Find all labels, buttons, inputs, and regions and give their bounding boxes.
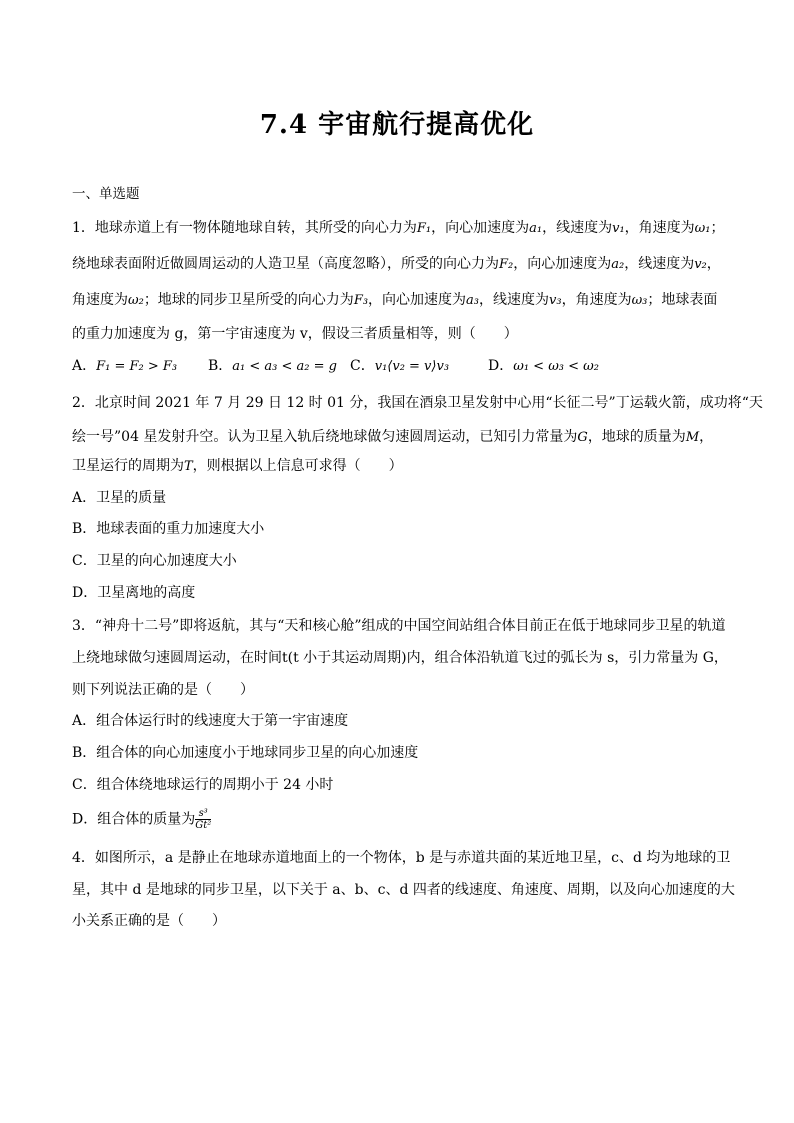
option-formula: ω₁ < ω₃ < ω₂ <box>513 359 599 374</box>
q1-text: ，向心加速度为 <box>513 256 612 272</box>
q2-math: T <box>184 459 193 474</box>
q1-math: F₁ <box>416 221 432 236</box>
q2-line-2 <box>72 427 732 448</box>
q2-text: 绘一号”04 星发射升空。认为卫星入轨后绕地球做匀速圆周运动，已知引力常量为 <box>72 429 578 445</box>
option-label: A． <box>72 358 97 374</box>
q2-option-a[interactable]: A．卫星的质量 <box>72 490 167 506</box>
q1-line-2 <box>72 254 732 275</box>
q1-option-c[interactable] <box>350 356 449 377</box>
q1-text: ，线速度为 <box>624 256 695 272</box>
q2-text: ， <box>699 429 714 445</box>
fraction <box>195 808 211 831</box>
q1-text: ，线速度为 <box>479 292 550 308</box>
q1-math: v₁ <box>612 221 625 236</box>
q1-math: v₃ <box>549 293 562 308</box>
q2-line-1: 2．北京时间 2021 年 7 月 29 日 12 时 01 分，我国在酒泉卫星发射中心用“长征二号”丁运载火箭，成功将“天 <box>72 395 763 411</box>
q2-line-3 <box>72 456 732 477</box>
option-label: C． <box>350 358 375 374</box>
q1-option-d[interactable] <box>488 356 599 377</box>
q2-text: 卫星运行的周期为 <box>72 458 184 474</box>
q1-text: ；地球表面 <box>647 292 718 308</box>
q4-line-3: 小关系正确的是（ ） <box>72 913 226 929</box>
q1-text: ，向心加速度为 <box>431 220 530 236</box>
q4-line-1: 4．如图所示，a 是静止在地球赤道地面上的一个物体，b 是与赤道共面的某近地卫星，c、d 均为地球的卫 <box>72 850 731 866</box>
q2-text: ，地球的质量为 <box>587 429 686 445</box>
page-title: 7.4 宇宙航行提高优化 <box>259 110 535 140</box>
q1-math: ω₂ <box>128 293 144 308</box>
q3-line-2: 上绕地球做匀速圆周运动，在时间t(t 小于其运动周期)内，组合体沿轨道飞过的弧长为 s，引力常量为 G， <box>72 650 728 666</box>
q1-text: ，角速度为 <box>624 220 695 236</box>
q1-text: ，线速度为 <box>542 220 613 236</box>
fraction-denominator: Gt² <box>195 820 212 831</box>
q2-math: G <box>577 430 588 445</box>
option-formula: a₁ < a₃ < a₂ = g <box>232 359 337 374</box>
q1-math: F₃ <box>353 293 369 308</box>
option-label: D． <box>488 358 514 374</box>
q1-text: 1．地球赤道上有一物体随地球自转，其所受的向心力为 <box>72 220 417 236</box>
q1-math: v₂ <box>694 257 707 272</box>
q1-text: 绕地球表面附近做圆周运动的人造卫星（高度忽略），所受的向心力为 <box>72 256 499 272</box>
q1-line-3 <box>72 290 732 311</box>
option-text: D．组合体的质量为 <box>72 811 196 828</box>
q1-math: a₂ <box>611 257 625 272</box>
q2-text: ，则根据以上信息可求得（ ） <box>192 458 403 474</box>
q1-option-a[interactable] <box>72 356 177 377</box>
q2-option-c[interactable]: C．卫星的向心加速度大小 <box>72 553 237 569</box>
q1-text: ，向心加速度为 <box>368 292 467 308</box>
option-formula: v₁⟨v₂ = v⟩v₃ <box>374 359 450 374</box>
q1-math: ω₁ <box>694 221 711 236</box>
q4-line-2: 星，其中 d 是地球的同步卫星，以下关于 a、b、c、d 四者的线速度、角速度、周期，以及向心加速度的大 <box>72 882 735 898</box>
q1-text: 角速度为 <box>72 292 128 308</box>
section-heading: 一、单选题 <box>72 186 140 202</box>
q1-text: ， <box>706 256 721 272</box>
option-label: B． <box>208 358 233 374</box>
q1-text: ； <box>710 220 725 236</box>
option-formula: F₁ = F₂ > F₃ <box>96 359 178 374</box>
q1-math: ω₃ <box>631 293 648 308</box>
fraction-numerator: s³ <box>198 808 208 819</box>
q1-line-1 <box>72 218 732 239</box>
q3-option-b[interactable]: B．组合体的向心加速度小于地球同步卫星的向心加速度 <box>72 745 419 761</box>
q2-math: M <box>685 430 700 445</box>
q1-math: F₂ <box>499 257 514 272</box>
q3-line-3: 则下列说法正确的是（ ） <box>72 682 254 698</box>
q1-math: a₁ <box>529 221 543 236</box>
q2-option-d[interactable]: D．卫星离地的高度 <box>72 585 196 601</box>
q3-line-1: 3．“神舟十二号”即将返航，其与“天和核心舱”组成的中国空间站组合体目前正在低于地球同步卫星的轨道 <box>72 618 726 634</box>
q2-option-b[interactable]: B．地球表面的重力加速度大小 <box>72 521 265 537</box>
q1-option-b[interactable] <box>208 356 337 377</box>
q1-math: a₃ <box>466 293 480 308</box>
q1-text: ；地球的同步卫星所受的向心力为 <box>143 292 354 308</box>
q1-text: ，角速度为 <box>561 292 632 308</box>
q3-option-a[interactable]: A．组合体运行时的线速度大于第一宇宙速度 <box>72 713 349 729</box>
q1-line-4: 的重力加速度为 g，第一宇宙速度为 v，假设三者质量相等，则（ ） <box>72 326 518 342</box>
q3-option-c[interactable]: C．组合体绕地球运行的周期小于 24 小时 <box>72 777 334 793</box>
q3-option-d[interactable] <box>72 808 732 831</box>
